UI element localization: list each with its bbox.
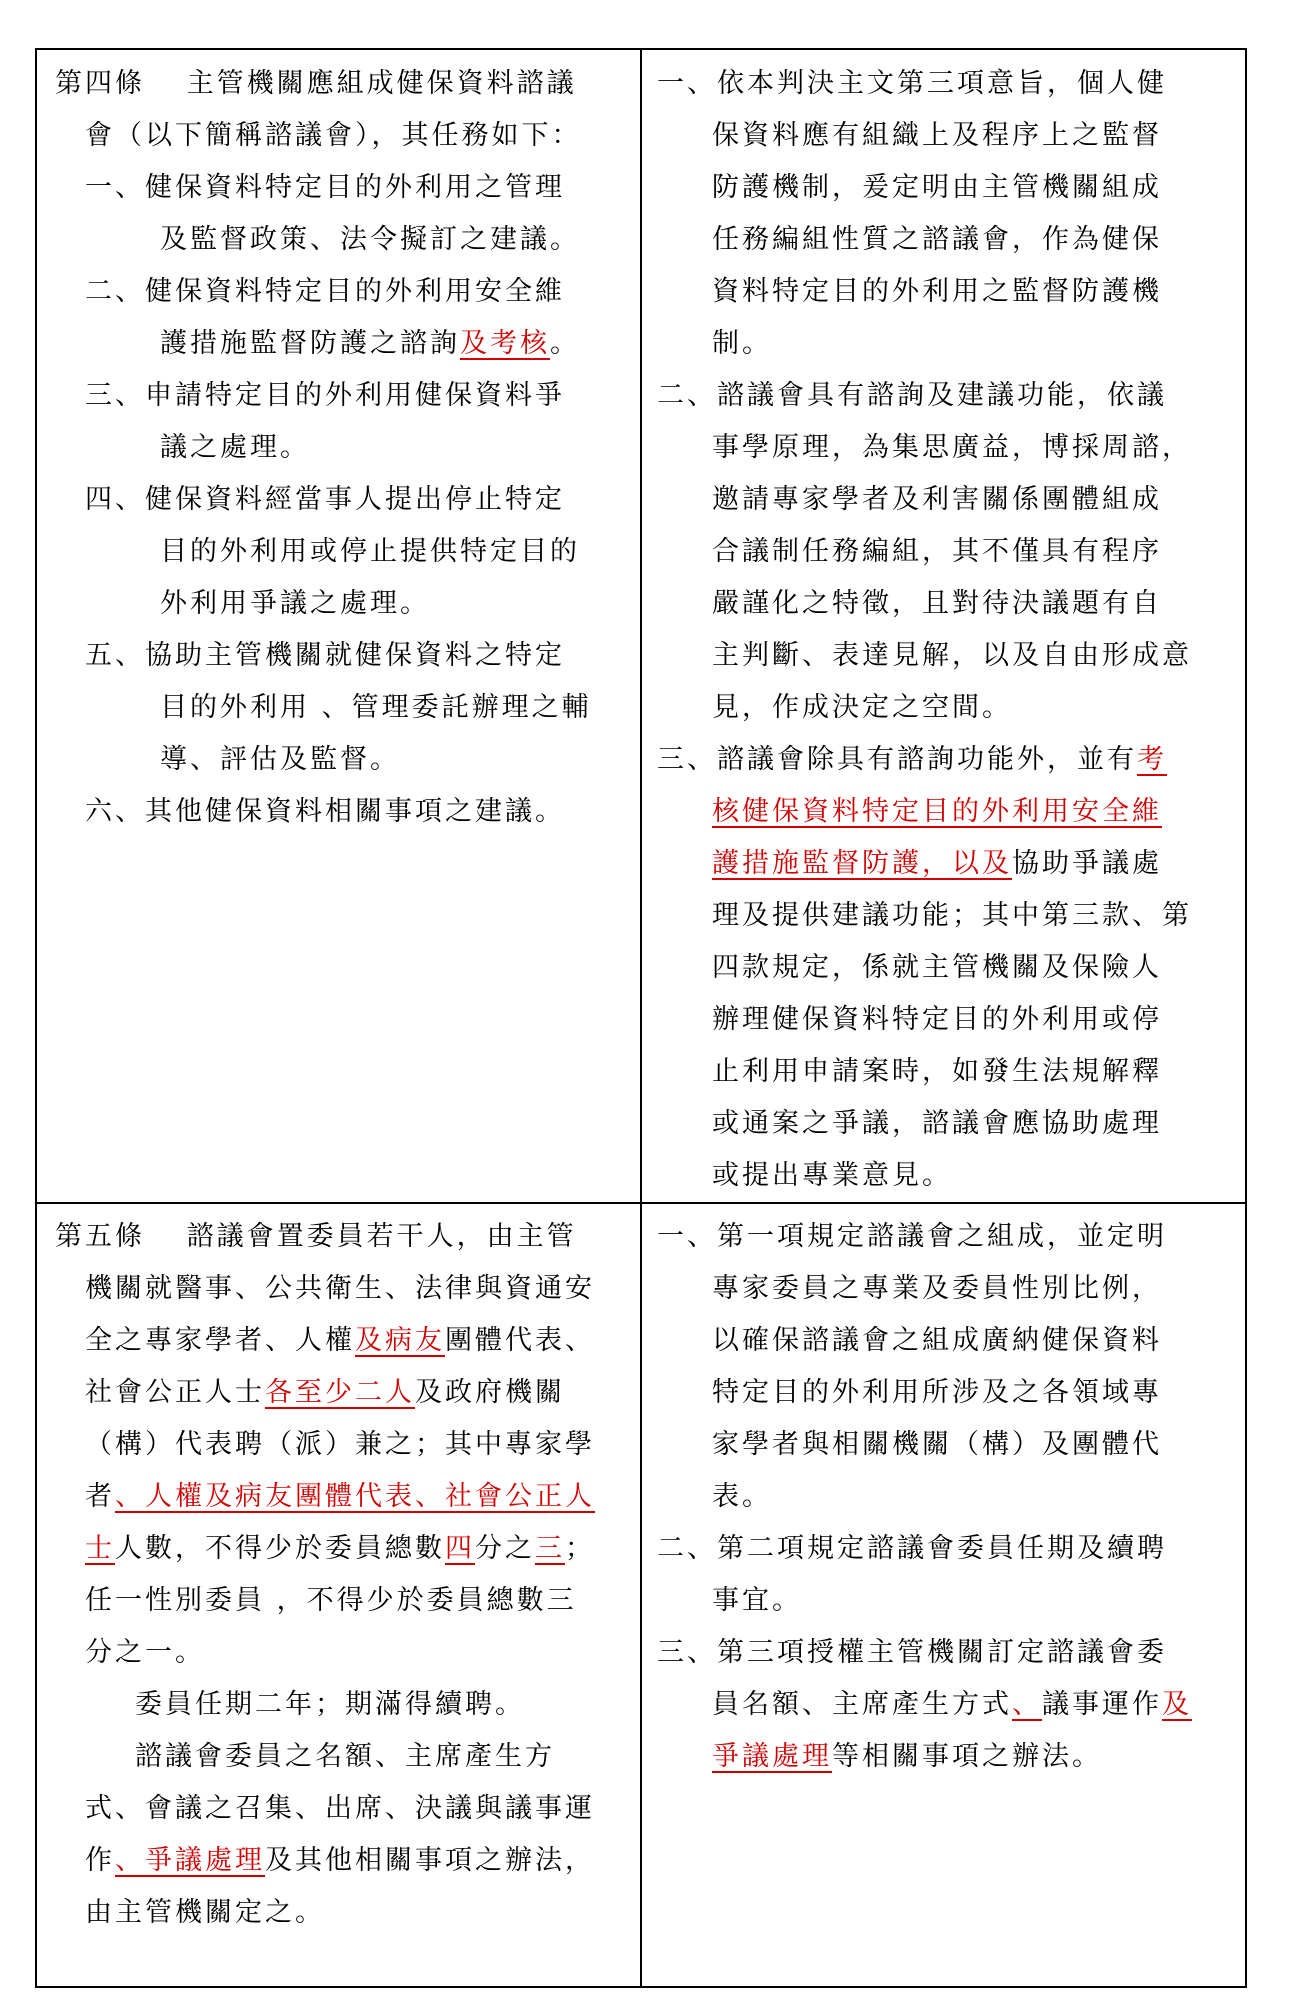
text-segment: 事學原理，為集思廣益，博採周諮， (712, 432, 1192, 463)
amendment-text: 各至少二人 (265, 1377, 415, 1408)
text-line (657, 1471, 1237, 1523)
text-line (657, 942, 1237, 994)
text-segment: 見，作成決定之空間。 (712, 692, 1012, 723)
text-segment: 作 (85, 1845, 115, 1876)
text-segment: 三、諮議會除具有諮詢功能外，並有 (657, 744, 1137, 775)
text-segment: 二、健保資料特定目的外利用安全維 (85, 276, 565, 307)
text-line (55, 1731, 635, 1783)
text-line (55, 370, 635, 422)
text-segment: 團體代表、 (445, 1325, 595, 1356)
text-segment: 由主管機關定之。 (85, 1897, 325, 1928)
text-segment: 分之一。 (85, 1637, 205, 1668)
text-line (55, 1627, 635, 1679)
text-segment: 表。 (712, 1481, 772, 1512)
text-segment: 事宜。 (712, 1585, 802, 1616)
text-segment: 二、諮議會具有諮詢及建議功能，依議 (657, 380, 1167, 411)
text-line (55, 1471, 635, 1523)
text-line (657, 1679, 1237, 1731)
text-line (657, 682, 1237, 734)
text-line (55, 1263, 635, 1315)
text-line (657, 630, 1237, 682)
text-segment: 人數，不得少於委員總數 (115, 1533, 445, 1564)
text-segment: 第五條 諮議會置委員若干人，由主管 (55, 1221, 577, 1252)
text-line (657, 578, 1237, 630)
text-segment: 。 (550, 328, 580, 359)
text-line (657, 1150, 1237, 1202)
text-line (657, 266, 1237, 318)
text-line (657, 110, 1237, 162)
column-divider-rule (640, 48, 642, 1988)
text-line (55, 266, 635, 318)
amendment-text: 護措施監督防護，以及 (712, 848, 1012, 879)
text-line (657, 1315, 1237, 1367)
text-segment: 導、評估及監督。 (160, 744, 400, 775)
text-line (657, 474, 1237, 526)
text-segment: 委員任期二年；期滿得續聘。 (135, 1689, 525, 1720)
text-line (657, 422, 1237, 474)
text-segment: 任務編組性質之諮議會，作為健保 (712, 224, 1162, 255)
article-5-provision-text (55, 1211, 635, 1939)
text-segment: 辦理健保資料特定目的外利用或停 (712, 1004, 1162, 1035)
text-segment: 或提出專業意見。 (712, 1160, 952, 1191)
amendment-text: 四 (445, 1533, 475, 1564)
text-segment: 任一性別委員 ，不得少於委員總數三 (85, 1585, 577, 1616)
text-segment: 議事運作 (1042, 1689, 1162, 1720)
text-segment: 分之 (475, 1533, 535, 1564)
text-line (55, 110, 635, 162)
text-line (55, 578, 635, 630)
text-segment: 三、第三項授權主管機關訂定諮議會委 (657, 1637, 1167, 1668)
text-segment: 全之專家學者、人權 (85, 1325, 355, 1356)
table-right-rule (1245, 48, 1247, 1988)
text-segment: 機關就醫事、公共衛生、法律與資通安 (85, 1273, 595, 1304)
amendment-text: 及考核 (460, 328, 550, 359)
text-segment: 理及提供建議功能；其中第三款、第 (712, 900, 1192, 931)
text-line (55, 422, 635, 474)
text-line (657, 318, 1237, 370)
text-line (55, 1575, 635, 1627)
text-line (657, 162, 1237, 214)
text-segment: 以確保諮議會之組成廣納健保資料 (712, 1325, 1162, 1356)
text-line (55, 162, 635, 214)
amendment-text: 及 (1162, 1689, 1192, 1720)
text-segment: 及其他相關事項之辦法， (265, 1845, 595, 1876)
text-line (657, 1523, 1237, 1575)
text-line (55, 734, 635, 786)
text-segment: 專家委員之專業及委員性別比例， (712, 1273, 1162, 1304)
text-line (55, 1783, 635, 1835)
text-segment: 第四條 主管機關應組成健保資料諮議 (55, 68, 577, 99)
text-line (55, 1367, 635, 1419)
text-segment: 及監督政策、法令擬訂之建議。 (160, 224, 580, 255)
amendment-text: 士 (85, 1533, 115, 1564)
text-line (657, 1367, 1237, 1419)
text-segment: 嚴謹化之特徵，且對待決議題有自 (712, 588, 1162, 619)
amendment-text: 、人權及病友團體代表、社會公正人 (115, 1481, 595, 1512)
text-segment: 護措施監督防護之諮詢 (160, 328, 460, 359)
text-segment: 協助爭議處 (1012, 848, 1162, 879)
text-line (55, 786, 635, 838)
amendment-text: 、 (1012, 1689, 1042, 1720)
text-segment: 者 (85, 1481, 115, 1512)
text-segment: 一、第一項規定諮議會之組成，並定明 (657, 1221, 1167, 1252)
text-segment: 五、協助主管機關就健保資料之特定 (85, 640, 565, 671)
amendment-text: 三 (535, 1533, 565, 1564)
amendment-text: 核健保資料特定目的外利用安全維 (712, 796, 1162, 827)
text-line (657, 1627, 1237, 1679)
text-segment: 式、會議之召集、出席、決議與議事運 (85, 1793, 595, 1824)
text-segment: 或通案之爭議，諮議會應協助處理 (712, 1108, 1162, 1139)
amendment-text: 及病友 (355, 1325, 445, 1356)
text-segment: 制。 (712, 328, 772, 359)
text-segment: 外利用爭議之處理。 (160, 588, 430, 619)
text-segment: 主判斷、表達見解，以及自由形成意 (712, 640, 1192, 671)
text-line (657, 214, 1237, 266)
text-line (55, 682, 635, 734)
text-line (55, 1211, 635, 1263)
text-segment: 合議制任務編組，其不僅具有程序 (712, 536, 1162, 567)
text-segment: 員名額、主席產生方式 (712, 1689, 1012, 1720)
article-4-provision-text (55, 58, 635, 838)
text-segment: 目的外利用 、管理委託辦理之輔 (160, 692, 592, 723)
comparison-table (35, 48, 1247, 1988)
text-segment: ； (565, 1533, 595, 1564)
text-line (55, 58, 635, 110)
text-line (657, 838, 1237, 890)
text-line (657, 994, 1237, 1046)
text-segment: 資料特定目的外利用之監督防護機 (712, 276, 1162, 307)
text-line (55, 1315, 635, 1367)
text-segment: 社會公正人士 (85, 1377, 265, 1408)
text-segment: 目的外利用或停止提供特定目的 (160, 536, 580, 567)
text-segment: 議之處理。 (160, 432, 310, 463)
text-line (657, 526, 1237, 578)
text-segment: 止利用申請案時，如發生法規解釋 (712, 1056, 1162, 1087)
text-segment: 保資料應有組織上及程序上之監督 (712, 120, 1162, 151)
text-line (657, 786, 1237, 838)
text-line (657, 1419, 1237, 1471)
text-line (657, 58, 1237, 110)
amendment-text: 爭議處理 (712, 1741, 832, 1772)
text-segment: 防護機制，爰定明由主管機關組成 (712, 172, 1162, 203)
article-4-explanation (657, 58, 1237, 1202)
text-segment: 六、其他健保資料相關事項之建議。 (85, 796, 565, 827)
text-line (657, 370, 1237, 422)
text-segment: 一、健保資料特定目的外利用之管理 (85, 172, 565, 203)
text-line (55, 630, 635, 682)
text-line (657, 1263, 1237, 1315)
text-segment: 家學者與相關機關（構）及團體代 (712, 1429, 1162, 1460)
text-line (657, 1098, 1237, 1150)
text-line (55, 1419, 635, 1471)
text-line (55, 1835, 635, 1887)
text-line (55, 526, 635, 578)
text-line (55, 1523, 635, 1575)
text-line (657, 734, 1237, 786)
text-segment: 等相關事項之辦法。 (832, 1741, 1102, 1772)
amendment-text: 、爭議處理 (115, 1845, 265, 1876)
text-line (55, 474, 635, 526)
text-segment: 諮議會委員之名額、主席產生方 (135, 1741, 555, 1772)
text-segment: （構）代表聘（派）兼之；其中專家學 (85, 1429, 595, 1460)
amendment-text: 考 (1137, 744, 1167, 775)
text-segment: 三、申請特定目的外利用健保資料爭 (85, 380, 565, 411)
text-line (657, 1731, 1237, 1783)
text-segment: 四款規定，係就主管機關及保險人 (712, 952, 1162, 983)
text-segment: 一、依本判決主文第三項意旨，個人健 (657, 68, 1167, 99)
text-segment: 二、第二項規定諮議會委員任期及續聘 (657, 1533, 1167, 1564)
article-5-explanation (657, 1211, 1237, 1783)
text-line (657, 890, 1237, 942)
text-segment: 會（以下簡稱諮議會），其任務如下： (85, 120, 582, 151)
text-line (657, 1575, 1237, 1627)
text-segment: 邀請專家學者及利害關係團體組成 (712, 484, 1162, 515)
text-line (657, 1211, 1237, 1263)
text-line (55, 1887, 635, 1939)
text-line (55, 214, 635, 266)
text-segment: 特定目的外利用所涉及之各領域專 (712, 1377, 1162, 1408)
text-segment: 四、健保資料經當事人提出停止特定 (85, 484, 565, 515)
text-line (55, 1679, 635, 1731)
table-left-rule (35, 48, 37, 1988)
text-segment: 及政府機關 (415, 1377, 565, 1408)
text-line (657, 1046, 1237, 1098)
text-line (55, 318, 635, 370)
